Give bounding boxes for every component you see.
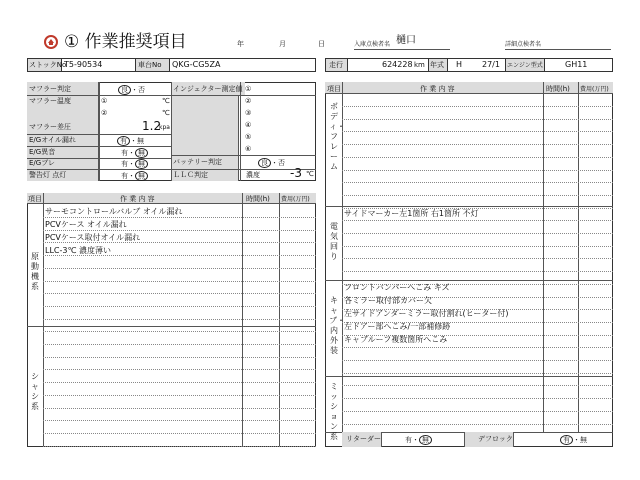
engine-label: エンジン型式 (507, 62, 543, 69)
mileage-label: 走行 (329, 61, 343, 69)
year-era: H (456, 60, 463, 69)
ruled-line (342, 360, 613, 361)
ruled-line (43, 408, 316, 409)
muffler-judge-label: マフラー判定 (29, 85, 71, 93)
vibration-label: E/Gブレ (29, 159, 55, 167)
retarder-no-option[interactable]: 無 (419, 435, 432, 445)
noise-label: E/G異音 (29, 148, 56, 156)
left-work-table (27, 193, 316, 447)
ruled-line (342, 271, 613, 272)
right-section-electric: 電気回り (330, 222, 338, 261)
detail-inspector-label: 詳細点検者名 (505, 41, 542, 48)
left-col-time: 時間(h) (246, 195, 270, 203)
right-work-table (325, 82, 613, 447)
ruled-line (43, 344, 316, 345)
left-section-chassis: シャシ系 (31, 372, 39, 411)
km-label: km (414, 61, 425, 69)
ruled-line (342, 220, 613, 221)
stock-label: ストックNo (29, 61, 67, 69)
ruled-line (342, 258, 613, 259)
left-work-row: PCVケース オイル漏れ (45, 220, 127, 229)
right-section-mission: ミッション系 (330, 382, 338, 441)
page-title: ① 作業推奨項目 (64, 32, 187, 52)
left-col-work: 作 業 内 容 (120, 195, 155, 203)
oil-leak-label: E/Gオイル漏れ (29, 136, 76, 144)
right-section-cab: キャブ・内外装 (329, 296, 345, 355)
retarder-label: リターダー (346, 435, 381, 443)
vibration-yes-option[interactable]: 有 (121, 160, 128, 168)
difflock-label: デフロック (478, 435, 513, 443)
ruled-line (342, 157, 613, 158)
muffler-good-option[interactable]: 良 (118, 85, 131, 95)
oil-leak-no-option[interactable]: 無 (137, 137, 144, 145)
temp2-label: ② (101, 109, 108, 117)
ruled-line (342, 131, 613, 132)
ruled-line (43, 319, 316, 320)
right-col-cost: 費用(万円) (580, 86, 609, 93)
right-work-row: フロントバンパーへこみ キズ (344, 283, 450, 292)
llc-label: ＬＬＣ判定 (173, 171, 208, 179)
ruled-line (342, 424, 613, 425)
injector-5: ⑤ (245, 133, 252, 141)
concentration-unit: ℃ (306, 170, 314, 178)
left-work-row: LLC-3℃ 濃度薄い (45, 246, 112, 255)
difflock-no-option[interactable]: 無 (580, 436, 587, 444)
retarder-yes-option[interactable]: 有 (405, 436, 412, 444)
battery-label: バッテリー判定 (173, 158, 222, 166)
ruled-line (43, 217, 316, 218)
difflock-yes-option[interactable]: 有 (560, 435, 573, 445)
battery-bad-option[interactable]: 否 (278, 159, 285, 167)
ruled-line (43, 369, 316, 370)
warning-lamp-label: 警告灯 点灯 (29, 171, 67, 179)
muffler-pressure-label: マフラー差圧 (29, 123, 71, 131)
right-col-item: 項目 (327, 85, 341, 93)
left-section-engine: 原動機系 (31, 252, 39, 291)
left-col-item: 項目 (28, 195, 42, 203)
chassis-label: 車台No (138, 61, 162, 69)
temp1-label: ① (101, 97, 108, 105)
year-label: 年 (237, 40, 244, 48)
ruled-line (342, 106, 613, 107)
right-work-row: サイドマーカー左1箇所 右1箇所 不灯 (344, 209, 479, 218)
injector-2: ② (245, 97, 252, 105)
muffler-bad-option[interactable]: 否 (138, 86, 145, 94)
injector-6: ⑥ (245, 145, 252, 153)
ruled-line (43, 281, 316, 282)
ruled-line (43, 382, 316, 383)
injector-label: インジェクター測定値 (173, 85, 243, 93)
brand-logo-icon (44, 35, 58, 49)
chassis-value: QKG-CG5ZA (172, 60, 221, 69)
ruled-line (43, 293, 316, 294)
ruled-line (342, 246, 613, 247)
pressure-value: 1.2 (142, 119, 162, 133)
day-label: 日 (318, 40, 325, 48)
ruled-line (43, 420, 316, 421)
ruled-line (43, 446, 316, 447)
left-work-row: PCVケース取付オイル漏れ (45, 233, 141, 242)
warning-yes-option[interactable]: 有 (121, 172, 128, 180)
temp2-unit: ℃ (162, 109, 170, 117)
noise-yes-option[interactable]: 有 (121, 149, 128, 157)
ruled-line (43, 395, 316, 396)
ruled-line (342, 385, 613, 386)
right-work-row: 左ドアー部へこみ/一部補修跡 (344, 322, 451, 331)
ruled-line (43, 357, 316, 358)
ruled-line (342, 182, 613, 183)
right-work-row: キャブルーフ複数箇所へこみ (344, 335, 448, 344)
inspector-label: 入庫点検者名 (354, 41, 391, 48)
ruled-line (43, 306, 316, 307)
ruled-line (342, 119, 613, 120)
ruled-line (43, 268, 316, 269)
stock-value: T5-90534 (64, 60, 103, 69)
injector-1: ① (245, 85, 252, 93)
left-work-row: サーモコントロールバルブ オイル漏れ (45, 207, 183, 216)
right-col-time: 時間(h) (546, 85, 570, 93)
mileage-value: 624228 (382, 60, 413, 69)
right-work-row: 各ミラー取付部カバー欠 (344, 296, 432, 305)
warning-no-option[interactable]: 無 (135, 171, 148, 181)
oil-leak-yes-option[interactable]: 有 (117, 136, 130, 146)
vibration-no-option[interactable]: 無 (135, 159, 148, 169)
ruled-line (342, 170, 613, 171)
temp1-unit: ℃ (162, 97, 170, 105)
ruled-line (342, 195, 613, 196)
concentration-value: -3 (290, 166, 302, 180)
year-value: 27/1 (482, 60, 500, 69)
noise-no-option[interactable]: 無 (135, 148, 148, 158)
right-work-row: 左サイドアンダーミラー取付割れ(ヒーター付) (344, 309, 509, 318)
muffler-temp-label: マフラー温度 (29, 97, 71, 105)
ruled-line (342, 373, 613, 374)
ruled-line (43, 331, 316, 332)
ruled-line (342, 398, 613, 399)
right-section-body: ボディ・フレーム (329, 102, 345, 171)
injector-4: ④ (245, 121, 252, 129)
pressure-unit: kpa (159, 124, 170, 131)
inspector-name: 樋口 (396, 35, 416, 46)
ruled-line (342, 411, 613, 412)
ruled-line (342, 144, 613, 145)
ruled-line (43, 433, 316, 434)
ruled-line (342, 233, 613, 234)
injector-3: ③ (245, 109, 252, 117)
right-col-work: 作 業 内 容 (420, 85, 455, 93)
battery-good-option[interactable]: 良 (258, 158, 271, 168)
engine-value: GH11 (565, 60, 588, 69)
left-col-cost: 費用(万円) (281, 196, 310, 203)
concentration-label: 濃度 (246, 171, 260, 179)
ruled-line (342, 347, 613, 348)
month-label: 月 (279, 40, 286, 48)
year-model-label: 年式 (430, 61, 444, 69)
